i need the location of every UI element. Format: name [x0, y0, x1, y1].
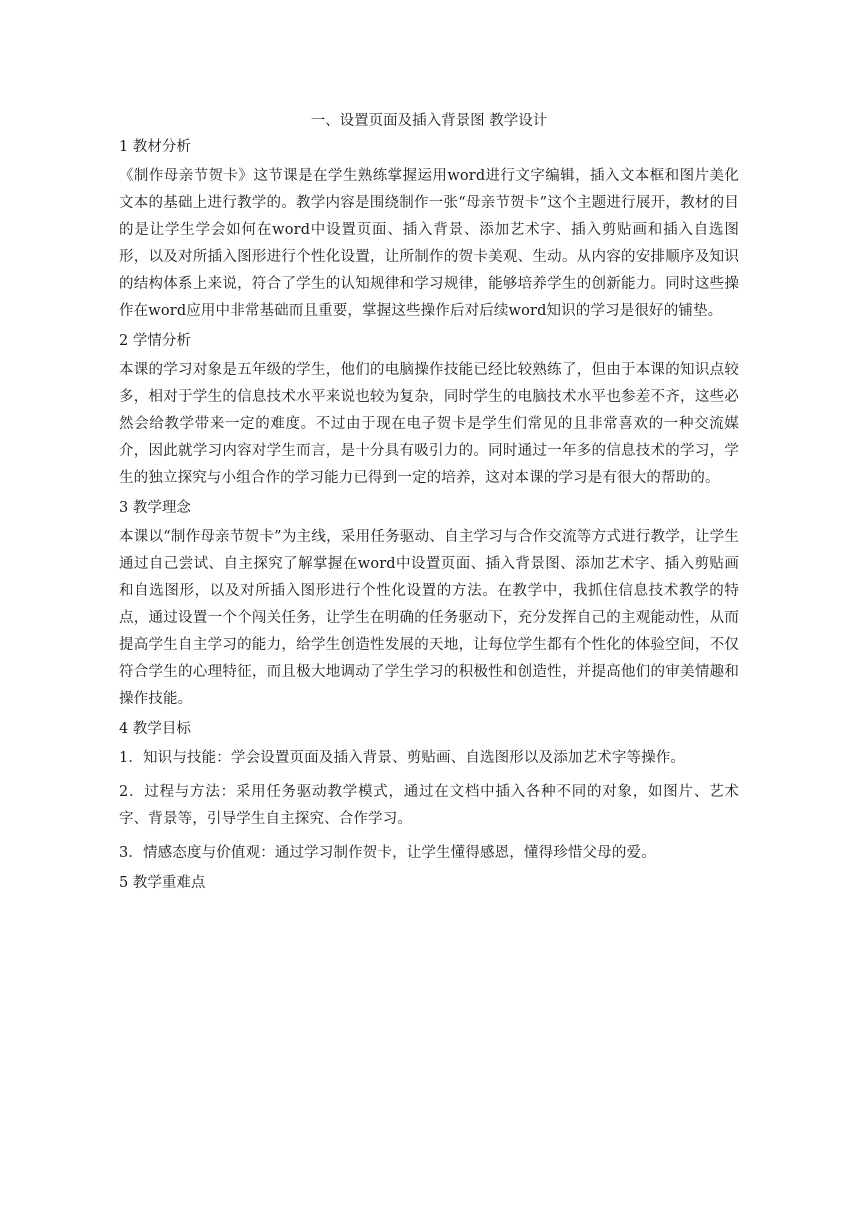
section-teaching-philosophy: [119, 498, 739, 713]
section-paragraph: 本课的学习对象是五年级的学生，他们的电脑操作技能已经比较熟练了，但由于本课的知识点较多，相对于学生的信息技术水平来说也较为复杂，同时学生的电脑技术水平也参差不齐，这些必然会给教学带来一定的难度。不过由于现在电子贺卡是学生们常见的且非常喜欢的一种交流媒介，因此就学习内容对学生而言，是十分具有吸引力的。同时通过一年多的信息技术的学习，学生的独立探究与小组合作的学习能力已得到一定的培养，这对本课的学习是有很大的帮助的。: [119, 362, 739, 486]
section-heading: 2 学情分析: [119, 333, 191, 349]
section-heading: 5 教学重难点: [119, 875, 206, 891]
section-key-difficulties: [119, 873, 739, 899]
document-page: [119, 111, 739, 905]
document-title: 一、设置页面及插入背景图 教学设计: [310, 113, 548, 129]
section-heading: 1 教材分析: [119, 139, 191, 155]
objective-item: 2．过程与方法：采用任务驱动教学模式，通过在文档中插入各种不同的对象，如图片、艺术字、背景等，引导学生自主探究、合作学习。: [119, 784, 739, 827]
section-paragraph: 本课以“制作母亲节贺卡”为主线，采用任务驱动、自主学习与合作交流等方式进行教学，让学生通过自己尝试、自主探究了解掌握在word中设置页面、插入背景图、添加艺术字、插入剪贴画和自选图形，以及对所插入图形进行个性化设置的方法。在教学中，我抓住信息技术教学的特点，通过设置一个个闯关任务，让学生在明确的任务驱动下，充分发挥自己的主观能动性，从而提高学生自主学习的能力，给学生创造性发展的天地，让每位学生都有个性化的体验空间，不仅符合学生的心理特征，而且极大地调动了学生学习的积极性和创造性，并提高他们的审美情趣和操作技能。: [119, 529, 739, 707]
section-heading: 4 教学目标: [119, 721, 191, 737]
section-teaching-objectives: [119, 719, 739, 867]
section-textbook-analysis: [119, 137, 739, 325]
section-paragraph: 《制作母亲节贺卡》这节课是在学生熟练掌握运用word进行文字编辑，插入文本框和图片美化文本的基础上进行教学的。教学内容是围绕制作一张“母亲节贺卡”这个主题进行展开，教材的目的是让学生学会如何在word中设置页面、插入背景、添加艺术字、插入剪贴画和插入自选图形，以及对所插入图形进行个性化设置，让所制作的贺卡美观、生动。从内容的安排顺序及知识的结构体系上来说，符合了学生的认知规律和学习规律，能够培养学生的创新能力。同时这些操作在word应用中非常基础而且重要，掌握这些操作后对后续word知识的学习是很好的铺垫。: [119, 168, 739, 319]
objective-item: 1．知识与技能：学会设置页面及插入背景、剪贴画、自选图形以及添加艺术字等操作。: [119, 750, 686, 766]
section-student-analysis: [119, 331, 739, 492]
section-heading: 3 教学理念: [119, 500, 191, 516]
objective-item: 3．情感态度与价值观：通过学习制作贺卡，让学生懂得感恩，懂得珍惜父母的爱。: [119, 845, 656, 861]
